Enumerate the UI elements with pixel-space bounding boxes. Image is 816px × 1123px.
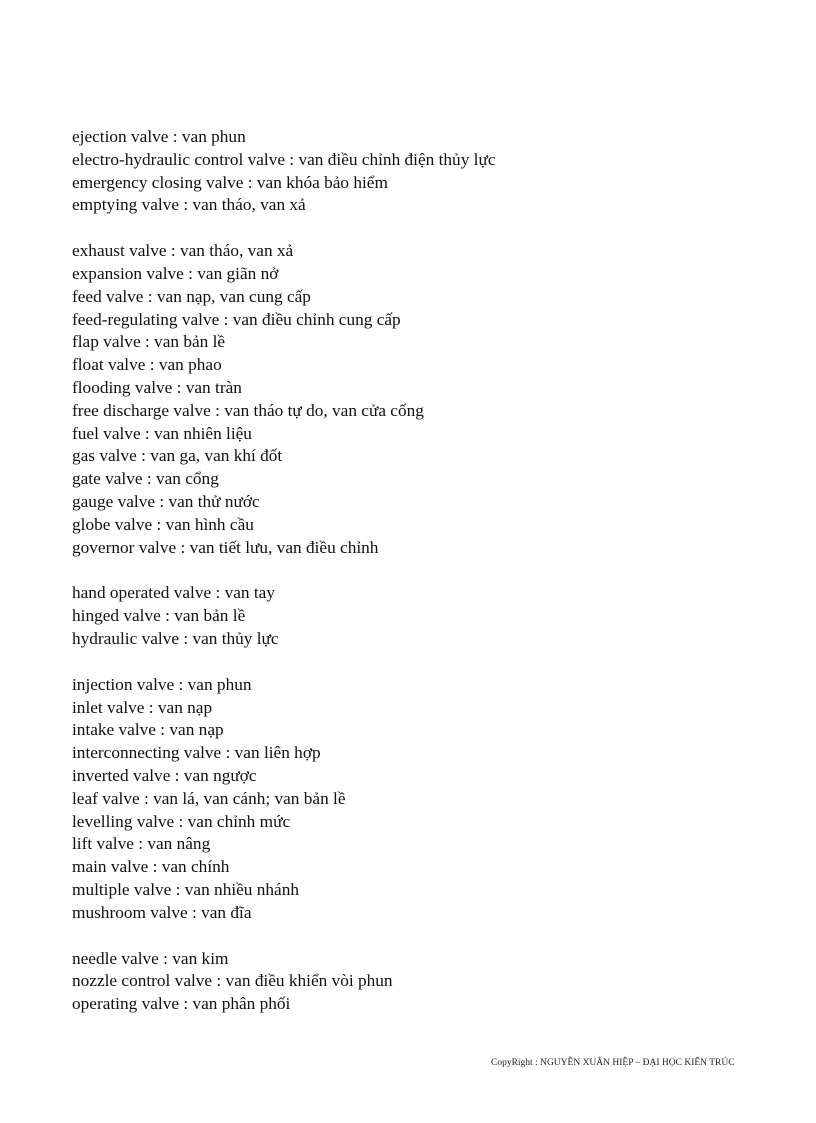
entry-group-n-o <box>72 948 772 1016</box>
glossary-entry: hydraulic valve : van thủy lực <box>72 628 279 648</box>
entry-group-e-g <box>72 240 772 559</box>
glossary-entry: exhaust valve : van tháo, van xả <box>72 241 294 261</box>
glossary-entry: hinged valve : van bản lề <box>72 606 246 626</box>
glossary-entry: multiple valve : van nhiều nhánh <box>72 879 300 899</box>
glossary-entry: governor valve : van tiết lưu, van điều chỉnh <box>72 537 379 557</box>
glossary-entry: free discharge valve : van tháo tự do, van cửa cống <box>72 400 424 420</box>
glossary-entry: inlet valve : van nạp <box>72 697 213 717</box>
glossary-entry: levelling valve : van chỉnh mức <box>72 811 291 831</box>
glossary-entry: needle valve : van kim <box>72 948 229 968</box>
glossary-entry: lift valve : van nâng <box>72 834 211 854</box>
entry-group-h <box>72 582 772 650</box>
glossary-entry: nozzle control valve : van điều khiển vòi phun <box>72 971 393 991</box>
glossary-entry: leaf valve : van lá, van cánh; van bản lề <box>72 788 346 808</box>
glossary-entry: intake valve : van nạp <box>72 720 224 740</box>
glossary-entry: inverted valve : van ngược <box>72 765 257 785</box>
glossary-entry: hand operated valve : van tay <box>72 583 275 603</box>
glossary-entry: globe valve : van hình cầu <box>72 514 254 534</box>
glossary-entry: feed valve : van nạp, van cung cấp <box>72 286 311 306</box>
glossary-content <box>72 126 772 1039</box>
glossary-entry: electro-hydraulic control valve : van điều chỉnh điện thủy lực <box>72 149 496 169</box>
glossary-entry: flap valve : van bản lề <box>72 332 226 352</box>
glossary-entry: feed-regulating valve : van điều chỉnh cung cấp <box>72 309 401 329</box>
glossary-entry: operating valve : van phân phối <box>72 994 291 1014</box>
glossary-entry: fuel valve : van nhiên liệu <box>72 423 252 443</box>
entry-group-i-m <box>72 674 772 925</box>
glossary-entry: flooding valve : van tràn <box>72 377 242 397</box>
glossary-entry: emergency closing valve : van khóa bảo hiểm <box>72 172 388 192</box>
glossary-entry: float valve : van phao <box>72 355 222 375</box>
glossary-entry: emptying valve : van tháo, van xả <box>72 195 306 215</box>
glossary-entry: gauge valve : van thử nước <box>72 491 260 511</box>
glossary-entry: expansion valve : van giãn nở <box>72 263 279 283</box>
entry-group-e <box>72 126 772 217</box>
glossary-entry: main valve : van chính <box>72 857 230 877</box>
glossary-entry: gas valve : van ga, van khí đốt <box>72 446 283 466</box>
glossary-entry: interconnecting valve : van liên hợp <box>72 743 321 763</box>
glossary-entry: injection valve : van phun <box>72 674 252 694</box>
glossary-entry: mushroom valve : van đĩa <box>72 902 252 922</box>
glossary-entry: ejection valve : van phun <box>72 127 246 146</box>
glossary-entry: gate valve : van cổng <box>72 469 219 489</box>
copyright-footer: CopyRight : NGUYỄN XUÂN HIỆP – ĐẠI HỌC KIẾN TRÚC <box>491 1058 735 1068</box>
